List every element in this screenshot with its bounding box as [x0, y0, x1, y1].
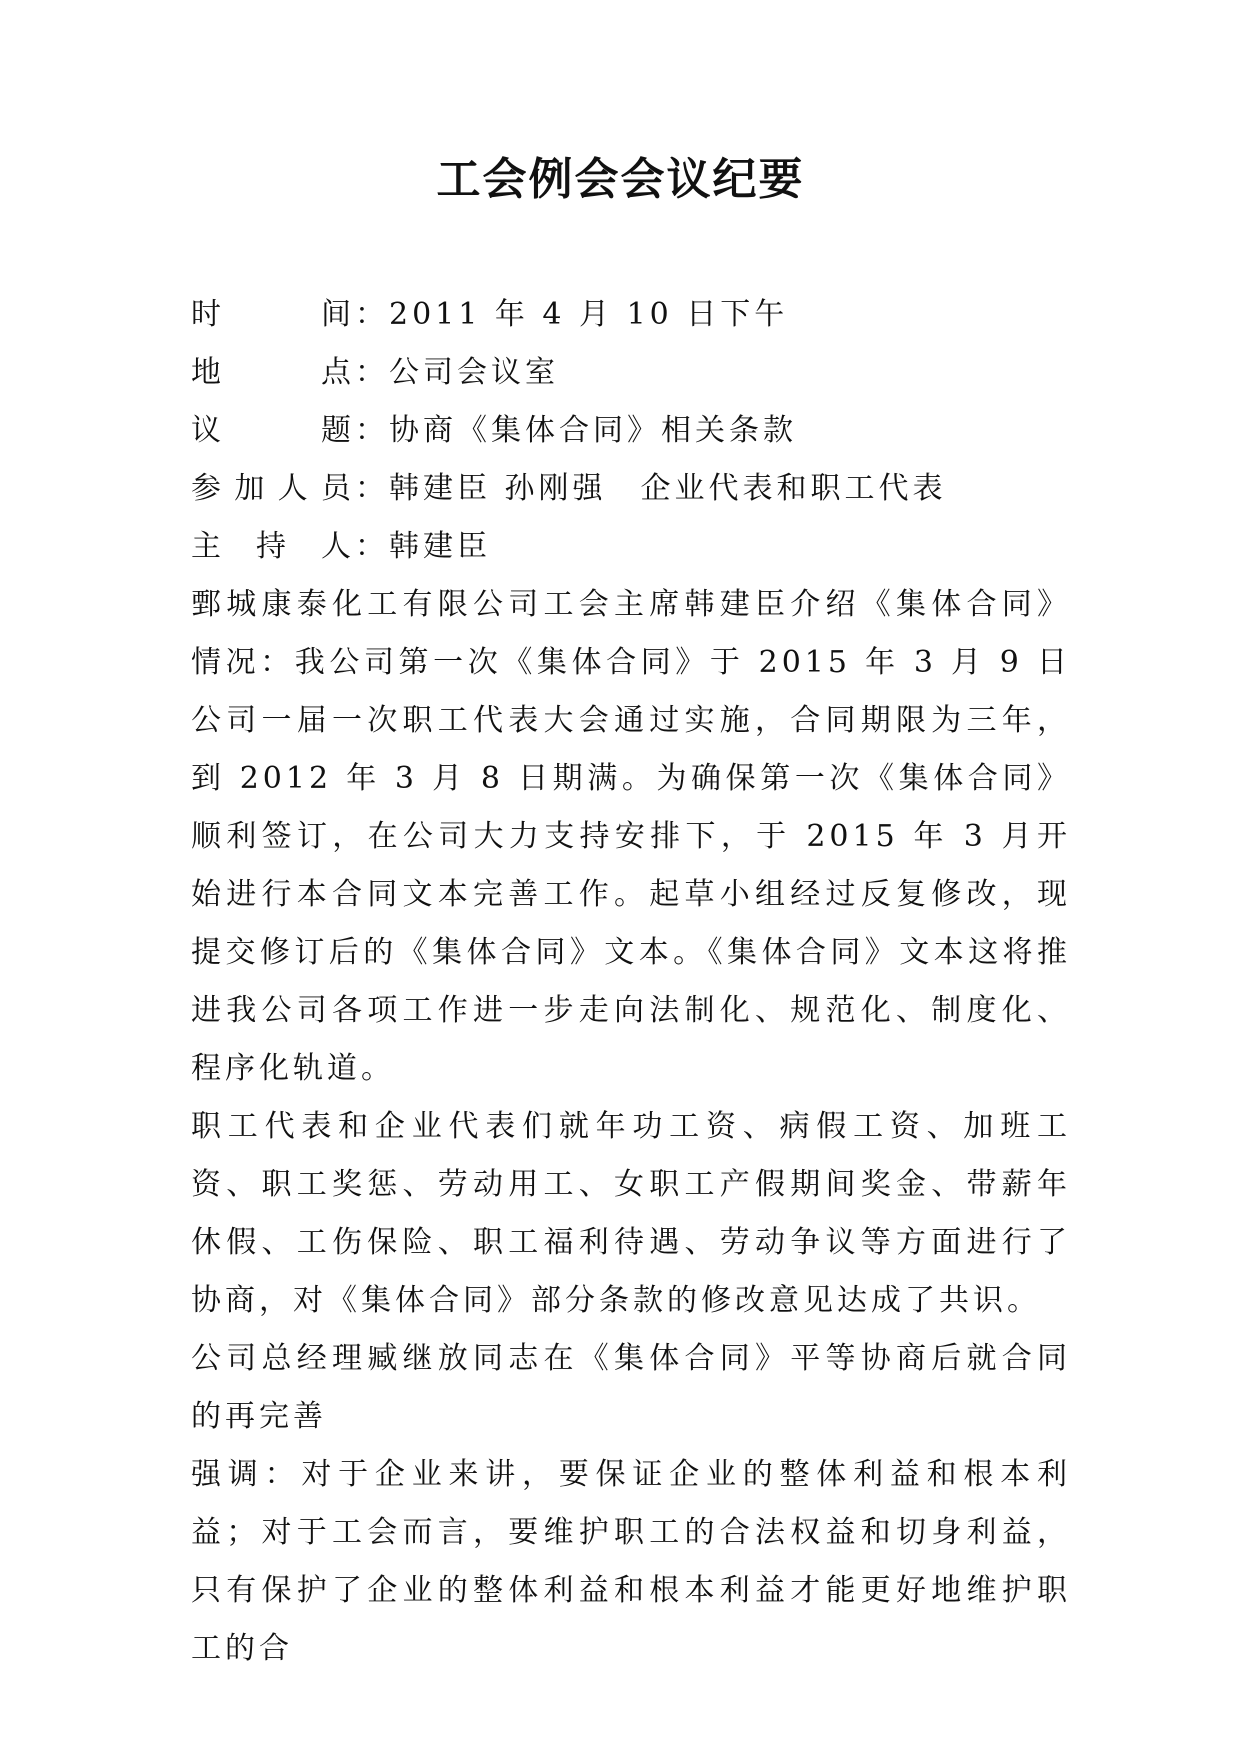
paragraph-contract-introduction: 鄄城康泰化工有限公司工会主席韩建臣介绍《集体合同》情况：我公司第一次《集体合同》于 2015 年 3 月 9 日公司一届一次职工代表大会通过实施，合同期限为三年，到 2012 年 3 月 8 日期满。为确保第一次《集体合同》顺利签订，在公司大力支持安排下，于 2015 年 3 月开始进行本合同文本完善工作。起草小组经过反复修改，现提交修订后的《集体合同》文本。《集体合同》文本这将推进我公司各项工作进一步走向法制化、规范化、制度化、程序化轨道。 [191, 587, 1071, 1086]
meta-time-row [191, 286, 1071, 344]
meta-colon: ： [355, 297, 389, 332]
paragraph-emphasis: 强调：对于企业来讲，要保证企业的整体利益和根本利益；对于工会而言，要维护职工的合法权益和切身利益，只有保护了企业的整体利益和根本利益才能更好地维护职工的合 [191, 1457, 1071, 1666]
document-title: 工会例会会议纪要 [436, 154, 805, 205]
meta-colon: ： [355, 471, 389, 506]
meta-attendees-label: 参加人员 [191, 471, 355, 506]
meta-host-value: 韩建臣 [389, 529, 491, 564]
meta-topic-value: 协商《集体合同》相关条款 [389, 413, 797, 448]
meta-colon: ： [355, 529, 389, 564]
meta-colon: ： [355, 413, 389, 448]
meta-topic-row [191, 402, 1071, 460]
meta-host-row [191, 518, 1071, 576]
document-body [191, 286, 1071, 1678]
meta-time-value: 2011 年 4 月 10 日下午 [389, 297, 789, 332]
meta-attendees-value: 韩建臣 孙刚强 企业代表和职工代表 [389, 471, 947, 506]
meta-time-label: 时间 [191, 297, 355, 332]
paragraph-negotiation: 职工代表和企业代表们就年功工资、病假工资、加班工资、职工奖惩、劳动用工、女职工产假期间奖金、带薪年休假、工伤保险、职工福利待遇、劳动争议等方面进行了协商，对《集体合同》部分条款的修改意见达成了共识。 [191, 1109, 1071, 1318]
meta-topic-label: 议题 [191, 413, 355, 448]
paragraph-manager-statement: 公司总经理臧继放同志在《集体合同》平等协商后就合同的再完善 [191, 1341, 1071, 1434]
meta-attendees-row [191, 460, 1071, 518]
meta-colon: ： [355, 355, 389, 390]
meta-place-row [191, 344, 1071, 402]
meta-place-value: 公司会议室 [389, 355, 559, 390]
meta-host-label: 主持人 [191, 529, 355, 564]
meta-place-label: 地点 [191, 355, 355, 390]
